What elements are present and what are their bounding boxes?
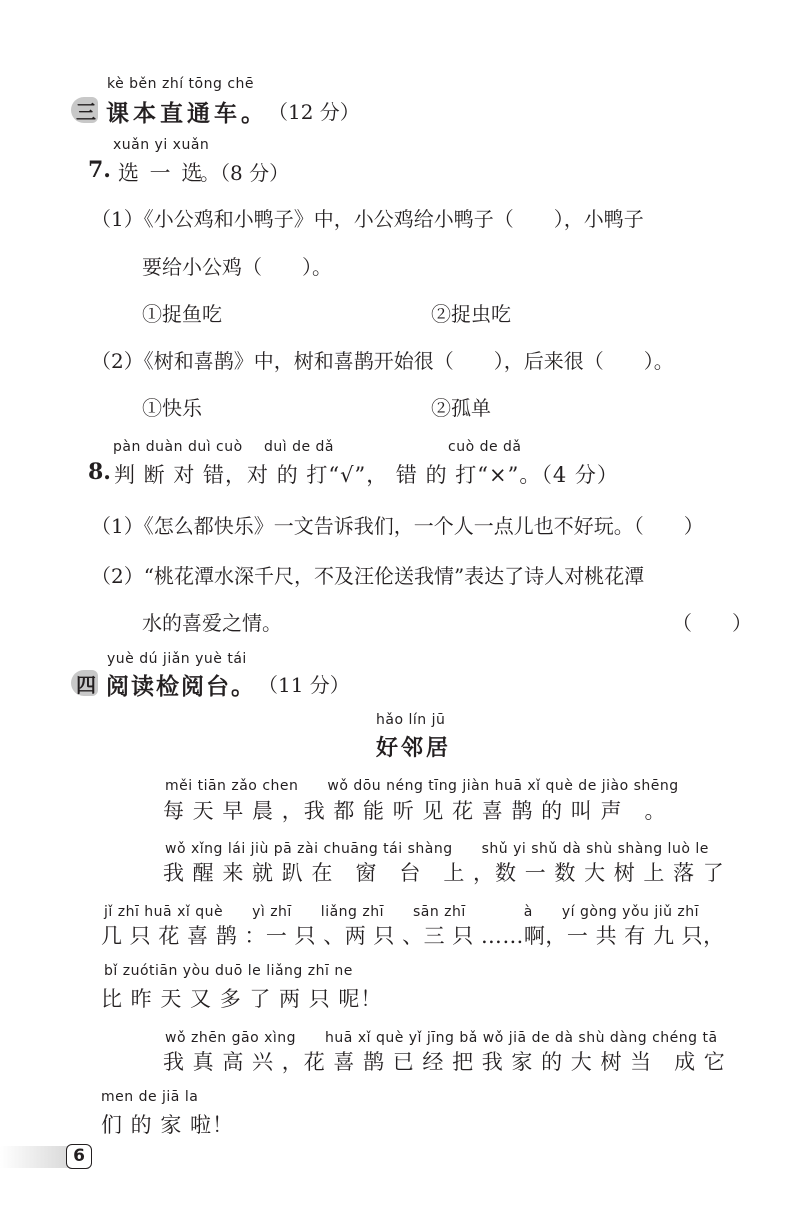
story-pinyin-3: jǐ zhī huā xǐ què yì zhī liǎng zhī sān zhī à yí gòng yǒu jiǔ zhī (104, 904, 700, 920)
q7-title: 选 一 选 (118, 161, 205, 185)
q8-number: 8. (88, 459, 111, 485)
section4-pinyin: yuè dú jiǎn yuè tái (107, 651, 247, 667)
q8-sub2-line1: （2）“桃花潭水深千尺，不及汪伦送我情”表达了诗人对桃花潭 (91, 564, 645, 588)
page-number: 6 (66, 1144, 92, 1169)
q7-sub2-line1: （2）《树和喜鹊》中，树和喜鹊开始很（ ），后来很（ ）。 (91, 349, 674, 373)
section3-number: 三 (76, 100, 96, 124)
section4-number: 四 (76, 673, 96, 697)
story-line-4: 比 昨 天 又 多 了 两 只 呢！ (101, 987, 383, 1011)
story-line-2: 我 醒 来 就 趴 在 窗 台 上 ，数 一 数 大 树 上 落 了 (163, 861, 725, 885)
story-line-3: 几 只 花 喜 鹊 ：一 只 、两 只 、三 只 ……啊，一 共 有 九 只， (101, 924, 725, 948)
q8-pinyin-3: cuò de dǎ (448, 439, 522, 455)
story-line-6: 们 的 家 啦！ (101, 1113, 235, 1137)
q8-sub1: （1）《怎么都快乐》一文告诉我们，一个人一点儿也不好玩。（ ） (91, 514, 704, 538)
q8-sub2-paren: （ ） (672, 611, 752, 635)
section3-score: （12 分） (268, 100, 360, 124)
q7-number: 7. (88, 157, 111, 183)
q7-sub1-option2: ②捉虫吃 (431, 302, 511, 326)
story-pinyin-2: wǒ xǐng lái jiù pā zài chuāng tái shàng shǔ yi shǔ dà shù shàng luò le (165, 841, 709, 857)
q7-sub2-option2: ②孤单 (431, 396, 491, 420)
story-pinyin-5: wǒ zhēn gāo xìng huā xǐ què yǐ jīng bǎ wǒ jiā de dà shù dàng chéng tā (165, 1030, 718, 1046)
footer-bar (0, 1146, 70, 1168)
q7-sub1-line2: 要给小公鸡（ ）。 (142, 255, 332, 279)
q7-sub2-option1: ①快乐 (142, 396, 202, 420)
story-title-pinyin: hǎo lín jū (376, 712, 446, 728)
section3-pinyin: kè běn zhí tōng chē (107, 76, 255, 92)
story-title: 好邻居 (376, 735, 452, 761)
q8-pinyin-1: pàn duàn duì cuò (113, 439, 243, 455)
story-line-1: 每 天 早 晨 ，我 都 能 听 见 花 喜 鹊 的 叫 声 。 (163, 799, 667, 823)
story-pinyin-6: men de jiā la (101, 1089, 199, 1105)
section4-title: 阅读检阅台。 (106, 673, 256, 700)
q8-title: 判 断 对 错，对 的 打“√”， 错 的 打“×”。（4 分） (114, 463, 619, 487)
q8-pinyin-2: duì de dǎ (264, 439, 335, 455)
section3-title: 课本直通车。 (106, 100, 268, 127)
q7-score: 。（8 分） (200, 161, 290, 185)
q7-sub1-option1: ①捉鱼吃 (142, 302, 222, 326)
section4-score: （11 分） (258, 673, 350, 697)
q7-pinyin: xuǎn yi xuǎn (113, 137, 210, 153)
q8-sub2-line2: 水的喜爱之情。 (142, 611, 282, 635)
story-pinyin-4: bǐ zuótiān yòu duō le liǎng zhī ne (104, 963, 353, 979)
q7-sub1-line1: （1）《小公鸡和小鸭子》中，小公鸡给小鸭子（ ），小鸭子 (91, 207, 644, 231)
story-line-5: 我 真 高 兴 ，花 喜 鹊 已 经 把 我 家 的 大 树 当 成 它 (163, 1050, 726, 1074)
story-pinyin-1: měi tiān zǎo chen wǒ dōu néng tīng jiàn huā xǐ què de jiào shēng (165, 778, 679, 794)
